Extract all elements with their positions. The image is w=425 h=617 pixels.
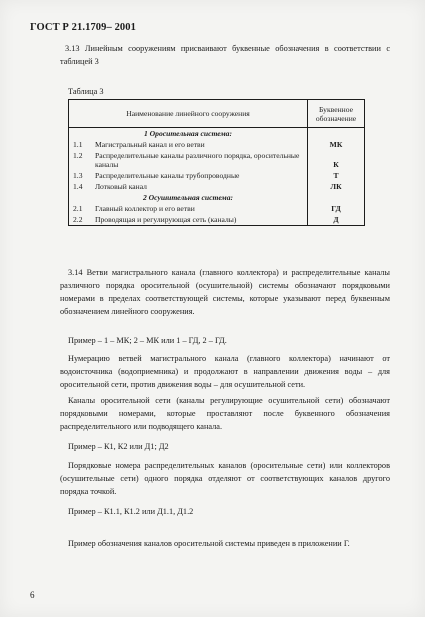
row-code: МК [308,139,365,150]
row-number: 1.3 [69,170,92,181]
table-row [69,214,365,226]
table-row [69,203,365,214]
col-header-code: Буквенное обозначение [308,100,365,128]
row-code [308,128,365,140]
row-name: Проводящая и регулирующая сеть (каналы) [91,214,308,226]
row-number: 1.4 [69,181,92,192]
row-number: 1.2 [69,150,92,170]
table-row [69,181,365,192]
row-name: Распределительные каналы различного порядка, оросительные каналы [91,150,308,170]
example-1: Пример – 1 – МК; 2 – МК или 1 – ГД, 2 – ГД. [68,336,227,345]
row-code: К [308,150,365,170]
row-code [308,192,365,203]
table-row [69,170,365,181]
row-name: Распределительные каналы трубопроводные [91,170,308,181]
section-title: 1 Оросительная система: [69,128,308,140]
row-number: 1.1 [69,139,92,150]
row-code: ГД [308,203,365,214]
row-number: 2.1 [69,203,92,214]
row-name: Главный коллектор и его ветви [91,203,308,214]
row-code: Д [308,214,365,226]
row-number: 2.2 [69,214,92,226]
col-header-name: Наименование линейного сооружения [69,100,308,128]
para-numbering: Нумерацию ветвей магистрального канала (главного коллектора) начинают от водоисточника (водоприемника) и продолжают в направлении движения воды – для оросительной сети, против движения воды – для осушительной сети. [60,354,390,389]
para-ordinal: Порядковые номера распределительных каналов (оросительные сети) или коллекторов (осушительные сети) одного порядка отделяют от соответствующих каналов другого порядка точкой. [60,461,390,496]
row-code: ЛК [308,181,365,192]
table-row [69,128,365,140]
example-2: Пример – К1, К2 или Д1; Д2 [68,442,169,451]
table-row [69,192,365,203]
example-3: Пример – К1.1, К1.2 или Д1.1, Д1.2 [68,507,194,516]
para-channels: Каналы оросительной сети (каналы регулирующие осушительной сети) обозначают порядковыми номерами, которые проставляют после буквенного обозначения распределительного или подводящего канала. [60,396,390,431]
page-number: 6 [30,590,35,600]
table-3 [68,99,365,226]
row-name: Лотковый канал [91,181,308,192]
section-title: 2 Осушительная система: [69,192,308,203]
document-code: ГОСТ Р 21.1709– 2001 [30,22,136,33]
table-caption: Таблица 3 [68,87,104,96]
table-row [69,139,365,150]
row-name: Магистральный канал и его ветви [91,139,308,150]
clause-3-13: 3.13 Линейным сооружениям присваивают буквенные обозначения в соответствии с таблицей 3 [60,44,390,66]
row-code: Т [308,170,365,181]
para-appendix: Пример обозначения каналов оросительной системы приведен в приложении Г. [68,539,350,548]
table-row [69,150,365,170]
clause-3-14: 3.14 Ветви магистрального канала (главного коллектора) и распределительные каналы различного порядка оросительной (осушительной) системы обозначают порядковыми номерами в пределах соответствующей системы, которые указывают перед буквенным обозначением линейного сооружения. [60,268,390,316]
